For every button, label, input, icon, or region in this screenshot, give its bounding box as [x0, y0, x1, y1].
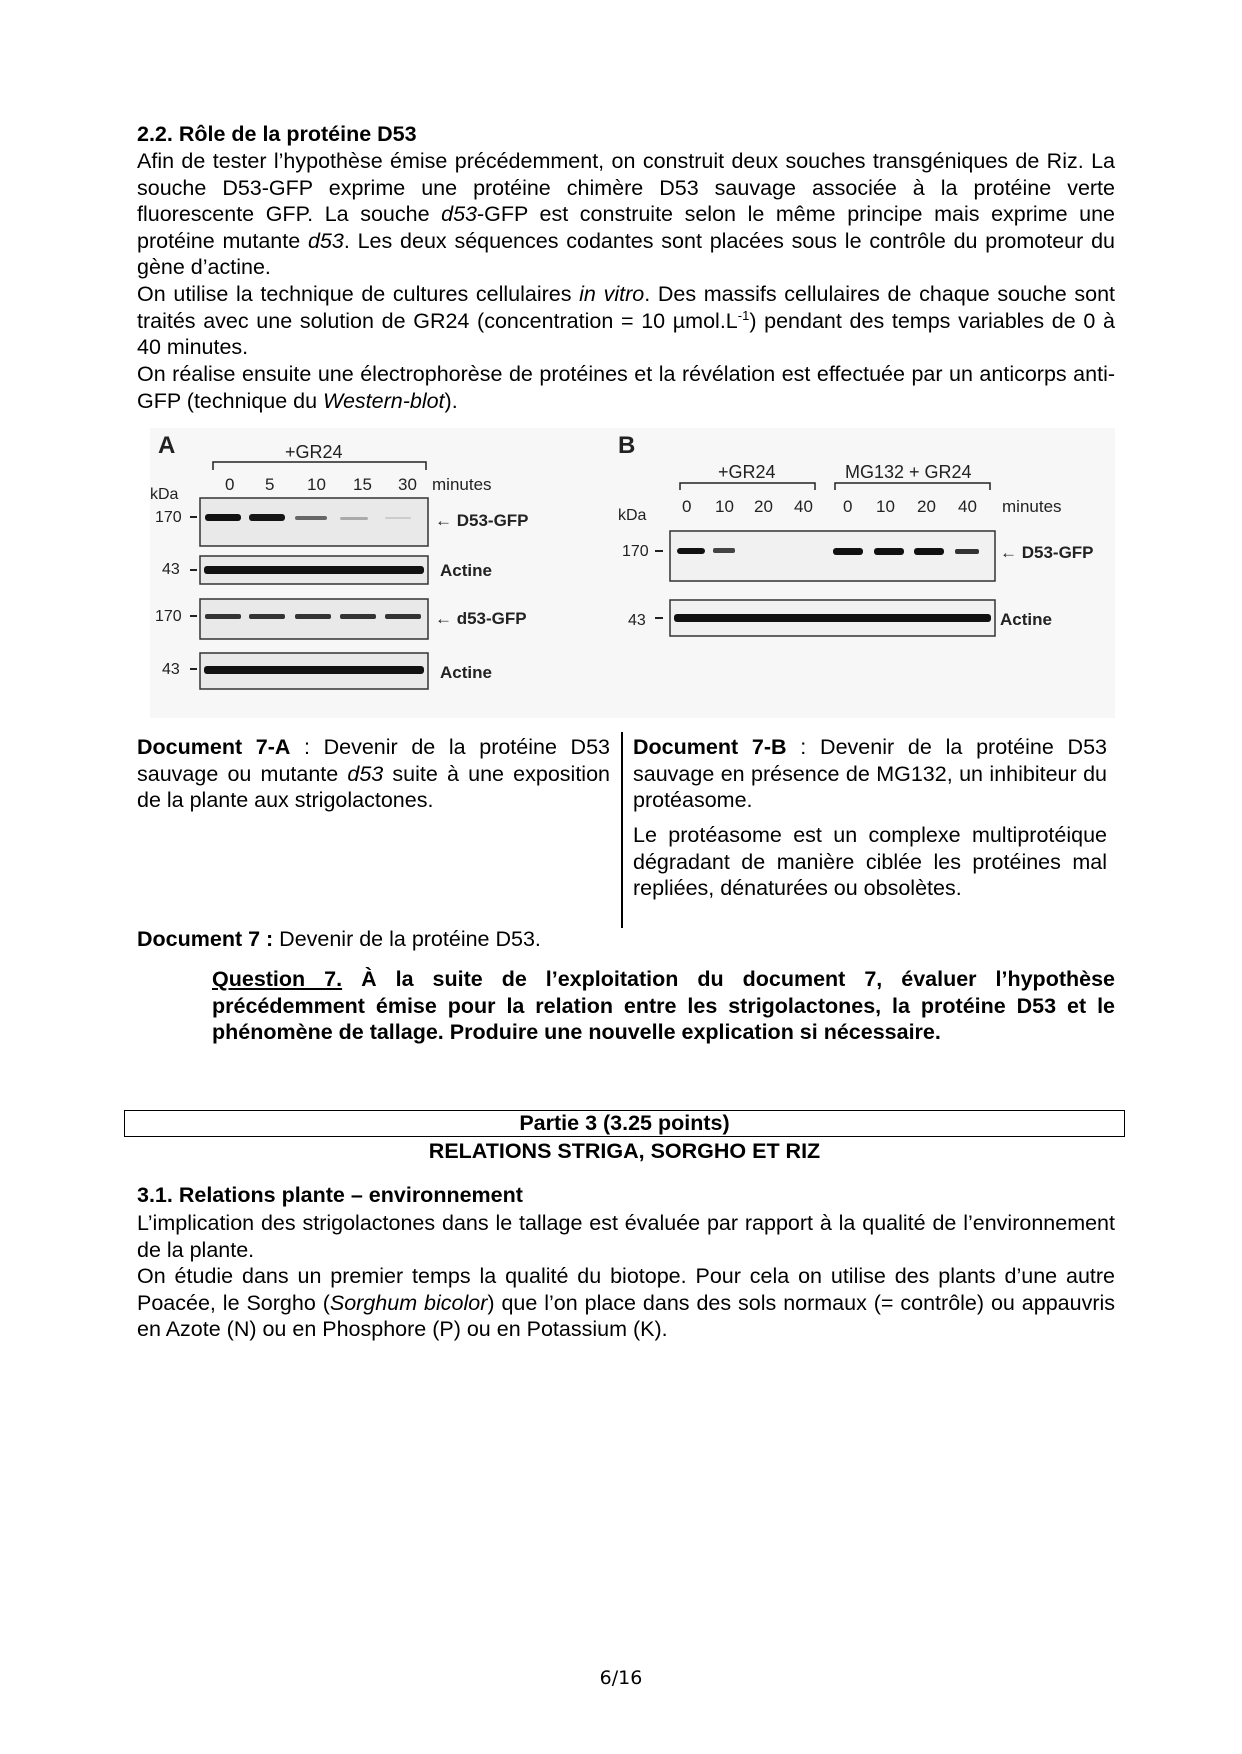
text-italic: in vitro — [579, 282, 645, 306]
panel-b-time: 40 — [794, 497, 813, 516]
page-number: 6/16 — [599, 1667, 643, 1689]
panel-b-treatment-1: +GR24 — [718, 462, 776, 482]
western-blot-figure — [150, 428, 1115, 718]
caption-document-7 — [137, 926, 541, 953]
part-3-subtitle: RELATIONS STRIGA, SORGHO ET RIZ — [428, 1139, 821, 1163]
mw-label: 43 — [162, 661, 180, 678]
band — [677, 548, 705, 554]
panel-b-time: 0 — [843, 497, 853, 516]
band — [205, 514, 241, 521]
blot-b-d53 — [670, 531, 995, 581]
caption-proteasome-note: Le protéasome est un complexe multiprotéique dégradant de manière ciblée les protéines mal repliées, dénaturées ou obsolètes. — [633, 823, 1107, 900]
paragraph-western-blot — [137, 361, 1115, 414]
band-label-d53-gfp: ← D53-GFP — [435, 511, 529, 530]
band — [385, 614, 421, 619]
section-heading-2-2: 2.2. Rôle de la protéine D53 — [137, 122, 417, 146]
paragraph-environment: L’implication des strigolactones dans le tallage est évaluée par rapport à la qualité de l’environnement de la plante. — [137, 1211, 1115, 1262]
text-run: . Des massifs cellulaires de chaque souche sont traités avec une solution de GR24 (concentration = 10 µmol.L — [137, 282, 1116, 333]
text-italic: d53 — [307, 228, 344, 253]
band — [340, 517, 368, 520]
panel-b-treatment-2: MG132 + GR24 — [845, 462, 972, 482]
panel-b-time: 40 — [958, 497, 977, 516]
caption-label: Document 7-A — [137, 735, 291, 759]
question-7 — [212, 966, 1115, 1046]
text-run: ) que l’on place dans des sols normaux (= contrôle) ou appauvris en Azote (N) ou en Phosphore (P) ou en Potassium (K). — [137, 1290, 1116, 1341]
panel-a-time: 5 — [265, 475, 275, 494]
panel-a-time: 15 — [353, 475, 372, 494]
text-run: Afin de tester l’hypothèse émise précédemment, on construit deux souches transgéniques de Riz. La souche D53-GFP exprime une protéine chimère D53 sauvage associée à la protéine verte fluorescente GFP. La souche — [137, 149, 1115, 226]
mw-label: 170 — [155, 509, 182, 526]
mw-label: 170 — [622, 543, 649, 560]
panel-b-bracket-1 — [680, 483, 815, 490]
text-italic: d53 — [347, 761, 384, 786]
western-blot-svg — [150, 428, 1115, 718]
caption-divider — [621, 732, 623, 928]
band-label-actine: Actine — [440, 561, 492, 580]
band — [340, 614, 376, 619]
band — [833, 548, 863, 555]
text-run: On utilise la technique de cultures cellulaires — [137, 282, 580, 306]
text-run: suite à une exposition de la plante aux strigolactones. — [137, 761, 610, 812]
mw-label: 43 — [162, 561, 180, 578]
text-run: . Les deux séquences codantes sont placées sous le contrôle du promoteur du gène d’actine. — [137, 228, 1115, 279]
section-heading-3-1: 3.1. Relations plante – environnement — [137, 1183, 523, 1207]
text-run: On réalise ensuite une électrophorèse de protéines et la révélation est effectuée par un anticorps anti-GFP (technique du — [137, 362, 1115, 413]
mw-label: 43 — [628, 612, 646, 629]
panel-b-kda: kDa — [618, 507, 647, 524]
question-text: À la suite de l’exploitation du document 7, évaluer l’hypothèse précédemment émise pour la relation entre les strigolactones, la protéine D53 et le phénomène de tallage. Produire une nouvelle explication si nécessaire. — [212, 967, 1115, 1044]
band — [295, 614, 331, 619]
text-italic: d53 — [441, 202, 477, 226]
band — [295, 516, 327, 520]
panel-a-label: A — [158, 432, 176, 459]
panel-b-time: 10 — [876, 497, 895, 516]
paragraph-strains — [137, 148, 1115, 281]
band — [249, 514, 285, 521]
band — [204, 666, 424, 674]
text-run: ). — [444, 388, 458, 413]
band — [385, 517, 411, 519]
band — [674, 614, 991, 622]
part-3-title-box: Partie 3 (3.25 points) — [124, 1110, 1125, 1137]
caption-label: Document 7-B — [633, 735, 787, 759]
panel-b-time-unit: minutes — [1002, 497, 1062, 516]
text-italic: Sorghum bicolor — [329, 1290, 488, 1315]
panel-a-time: 10 — [307, 475, 326, 494]
text-run: Devenir de la protéine D53. — [273, 927, 541, 951]
caption-document-7b — [633, 734, 1107, 814]
panel-b-time: 20 — [917, 497, 936, 516]
text-superscript: -1 — [737, 307, 750, 323]
panel-b-bracket-2 — [835, 483, 990, 490]
band-label-d53-gfp: ← D53-GFP — [1000, 543, 1094, 562]
panel-b-time: 0 — [682, 497, 692, 516]
question-label: Question 7. — [212, 967, 343, 991]
text-run: -GFP est construite selon le même principe mais exprime une protéine mutante — [137, 202, 1115, 253]
band — [713, 548, 735, 553]
band — [874, 548, 904, 555]
caption-label: Document 7 : — [137, 927, 274, 951]
panel-b-time: 10 — [715, 497, 734, 516]
text-run: : Devenir de la protéine D53 sauvage ou mutante — [137, 735, 610, 786]
panel-a-bracket — [213, 462, 426, 470]
panel-b-label: B — [618, 432, 636, 459]
band — [914, 548, 944, 555]
panel-a-time: 0 — [225, 475, 235, 494]
blot-a-d53 — [200, 498, 428, 546]
caption-document-7a — [137, 734, 610, 814]
mw-label: 170 — [155, 608, 182, 625]
band — [205, 614, 241, 619]
text-run: ) pendant des temps variables de 0 à 40 minutes. — [137, 308, 1115, 359]
band-label-actine: Actine — [1000, 610, 1052, 629]
band-label-d53-mutant: ← d53-GFP — [435, 609, 527, 628]
panel-b-time: 20 — [754, 497, 773, 516]
text-run: On étudie dans un premier temps la qualité du biotope. Pour cela on utilise des plants d’une autre Poacée, le Sorgho ( — [137, 1264, 1115, 1315]
band-label-actine: Actine — [440, 663, 492, 682]
panel-a-time-unit: minutes — [432, 475, 492, 494]
text-run: : Devenir de la protéine D53 sauvage en présence de MG132, un inhibiteur du protéasome. — [633, 735, 1107, 812]
paragraph-culture — [137, 281, 1115, 361]
panel-a-time: 30 — [398, 475, 417, 494]
band — [955, 549, 979, 554]
panel-a-kda: kDa — [150, 486, 179, 503]
panel-a-treatment: +GR24 — [285, 442, 343, 462]
band — [204, 566, 424, 574]
band — [249, 614, 285, 619]
paragraph-sorgho — [137, 1263, 1115, 1343]
text-italic: Western-blot — [323, 388, 445, 413]
